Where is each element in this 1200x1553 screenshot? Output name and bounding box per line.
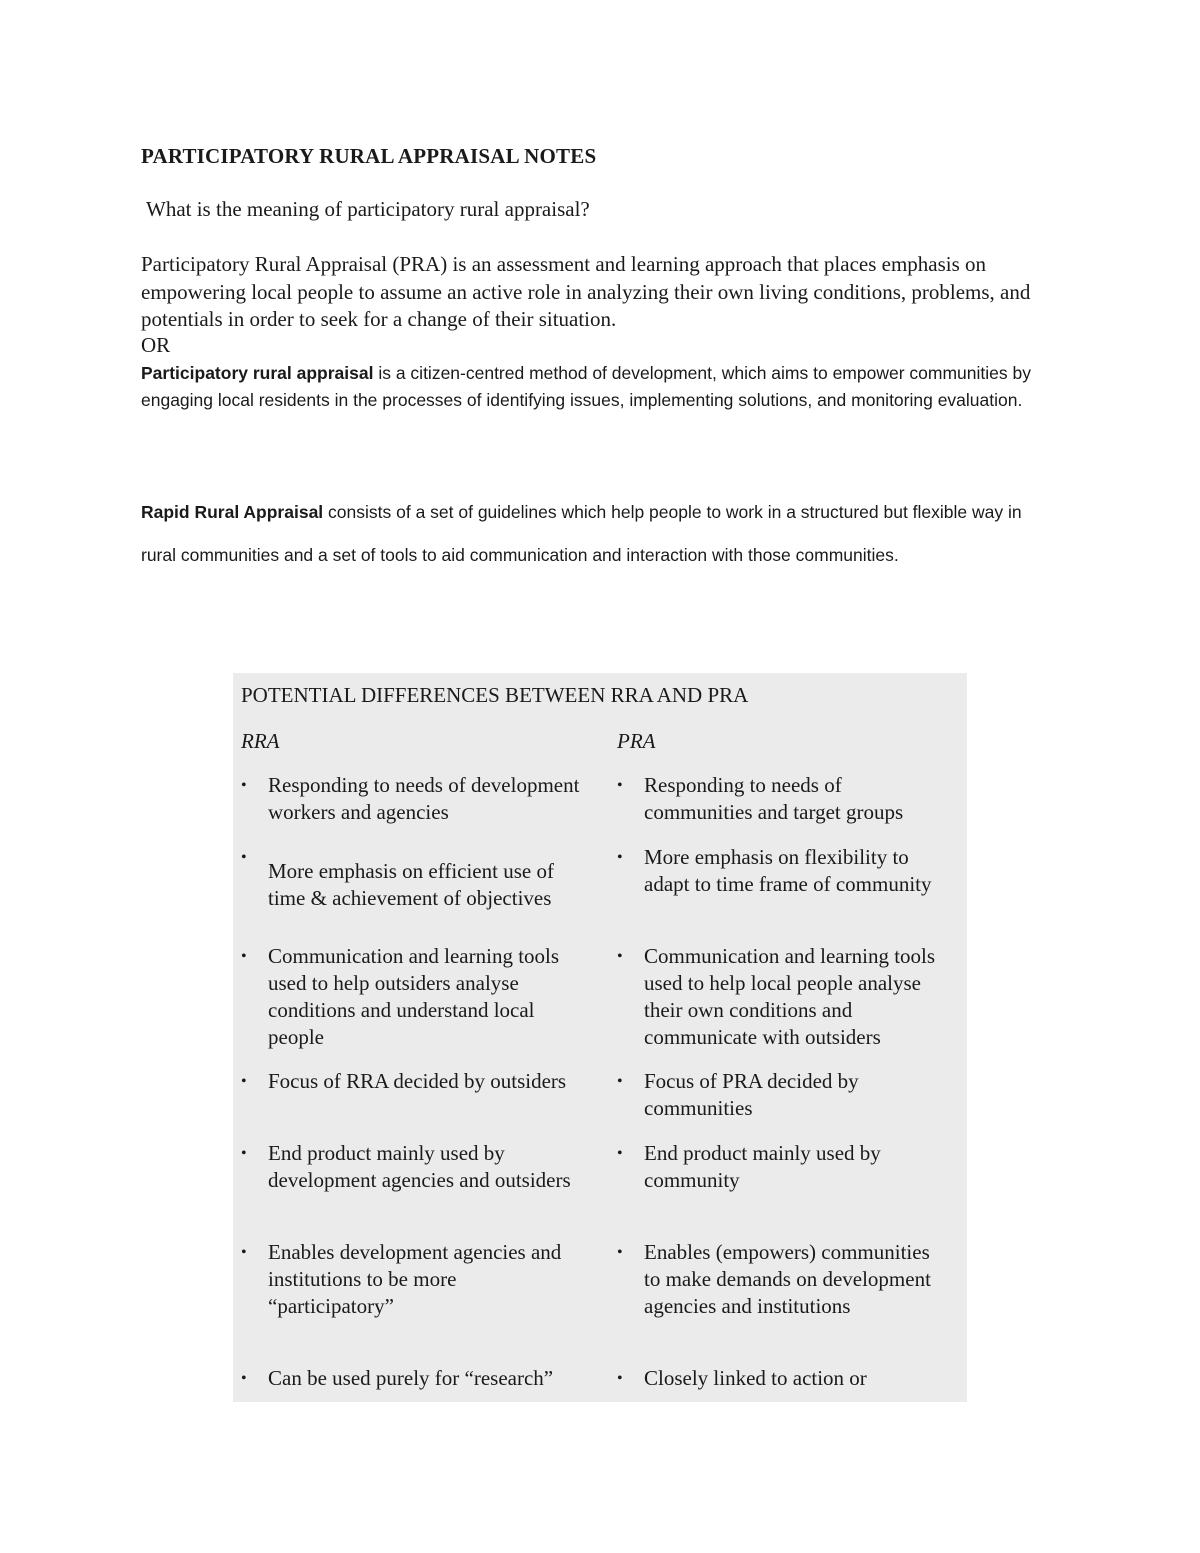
rra-definition-paragraph <box>141 491 1041 577</box>
list-item: • More emphasis on flexibility to adapt to time frame of community <box>617 845 932 896</box>
bullet-icon: • <box>617 948 623 965</box>
bullet-icon: • <box>617 1370 623 1387</box>
list-item: • End product mainly used by community <box>617 1141 881 1192</box>
list-item: • Closely linked to action or <box>617 1366 867 1390</box>
bullet-icon: • <box>241 777 247 794</box>
bullet-icon: • <box>241 849 247 866</box>
pra-term: Participatory rural appraisal <box>141 363 374 383</box>
list-item: • End product mainly used by development agencies and outsiders <box>241 1141 571 1192</box>
rra-column-header: RRA <box>241 729 280 753</box>
rra-term: Rapid Rural Appraisal <box>141 502 324 522</box>
list-item: • Responding to needs of communities and target groups <box>617 773 904 824</box>
list-item: • Enables development agencies and institutions to be more “participatory” <box>241 1240 562 1318</box>
bullet-icon: • <box>241 1073 247 1090</box>
list-item: • Responding to needs of development workers and agencies <box>241 773 580 824</box>
list-item: • Enables (empowers) communities to make demands on development agencies and institutions <box>617 1240 931 1318</box>
pra-definition-paragraph: Participatory Rural Appraisal (PRA) is an assessment and learning approach that places emphasis on empowering local people to assume an active role in analyzing their own living conditions, problems, and potentials in order to seek for a change of their situation. <box>141 252 1031 331</box>
pra-column-header: PRA <box>617 729 656 753</box>
bullet-icon: • <box>617 1244 623 1261</box>
list-item: • Focus of PRA decided by communities <box>617 1069 859 1120</box>
question-heading: What is the meaning of participatory rural appraisal? <box>146 197 590 221</box>
list-item: • Can be used purely for “research” <box>241 1366 554 1390</box>
list-item: • More emphasis on efficient use of time & achievement of objectives <box>241 844 581 912</box>
document-title: PARTICIPATORY RURAL APPRAISAL NOTES <box>141 144 597 168</box>
or-separator: OR <box>141 333 171 357</box>
rra-text: consists of a set of guidelines which help people to work in a structured but flexible way in rural communities and a set of tools to aid communication and interaction with those communities. <box>141 502 1022 565</box>
list-item: • Focus of RRA decided by outsiders <box>241 1069 567 1093</box>
bullet-icon: • <box>241 1145 247 1162</box>
bullet-icon: • <box>241 1370 247 1387</box>
list-item: • Communication and learning tools used to help local people analyse their own conditions and communicate with outsiders <box>617 944 936 1049</box>
bullet-icon: • <box>617 777 623 794</box>
pra-list <box>617 673 962 1402</box>
bullet-icon: • <box>241 948 247 965</box>
comparison-title: POTENTIAL DIFFERENCES BETWEEN RRA AND PRA <box>241 683 749 707</box>
list-item: • Communication and learning tools used to help outsiders analyse conditions and understand local people <box>241 944 560 1049</box>
pra-alternate-definition <box>141 360 1056 413</box>
comparison-table <box>233 673 967 1402</box>
bullet-icon: • <box>617 1073 623 1090</box>
rra-list <box>241 673 601 1402</box>
bullet-icon: • <box>617 1145 623 1162</box>
pra-alt-text: is a citizen-centred method of development, which aims to empower communities by engaging local residents in the processes of identifying issues, implementing solutions, and monitoring evaluation. <box>141 363 1031 410</box>
bullet-icon: • <box>241 1244 247 1261</box>
bullet-icon: • <box>617 849 623 866</box>
